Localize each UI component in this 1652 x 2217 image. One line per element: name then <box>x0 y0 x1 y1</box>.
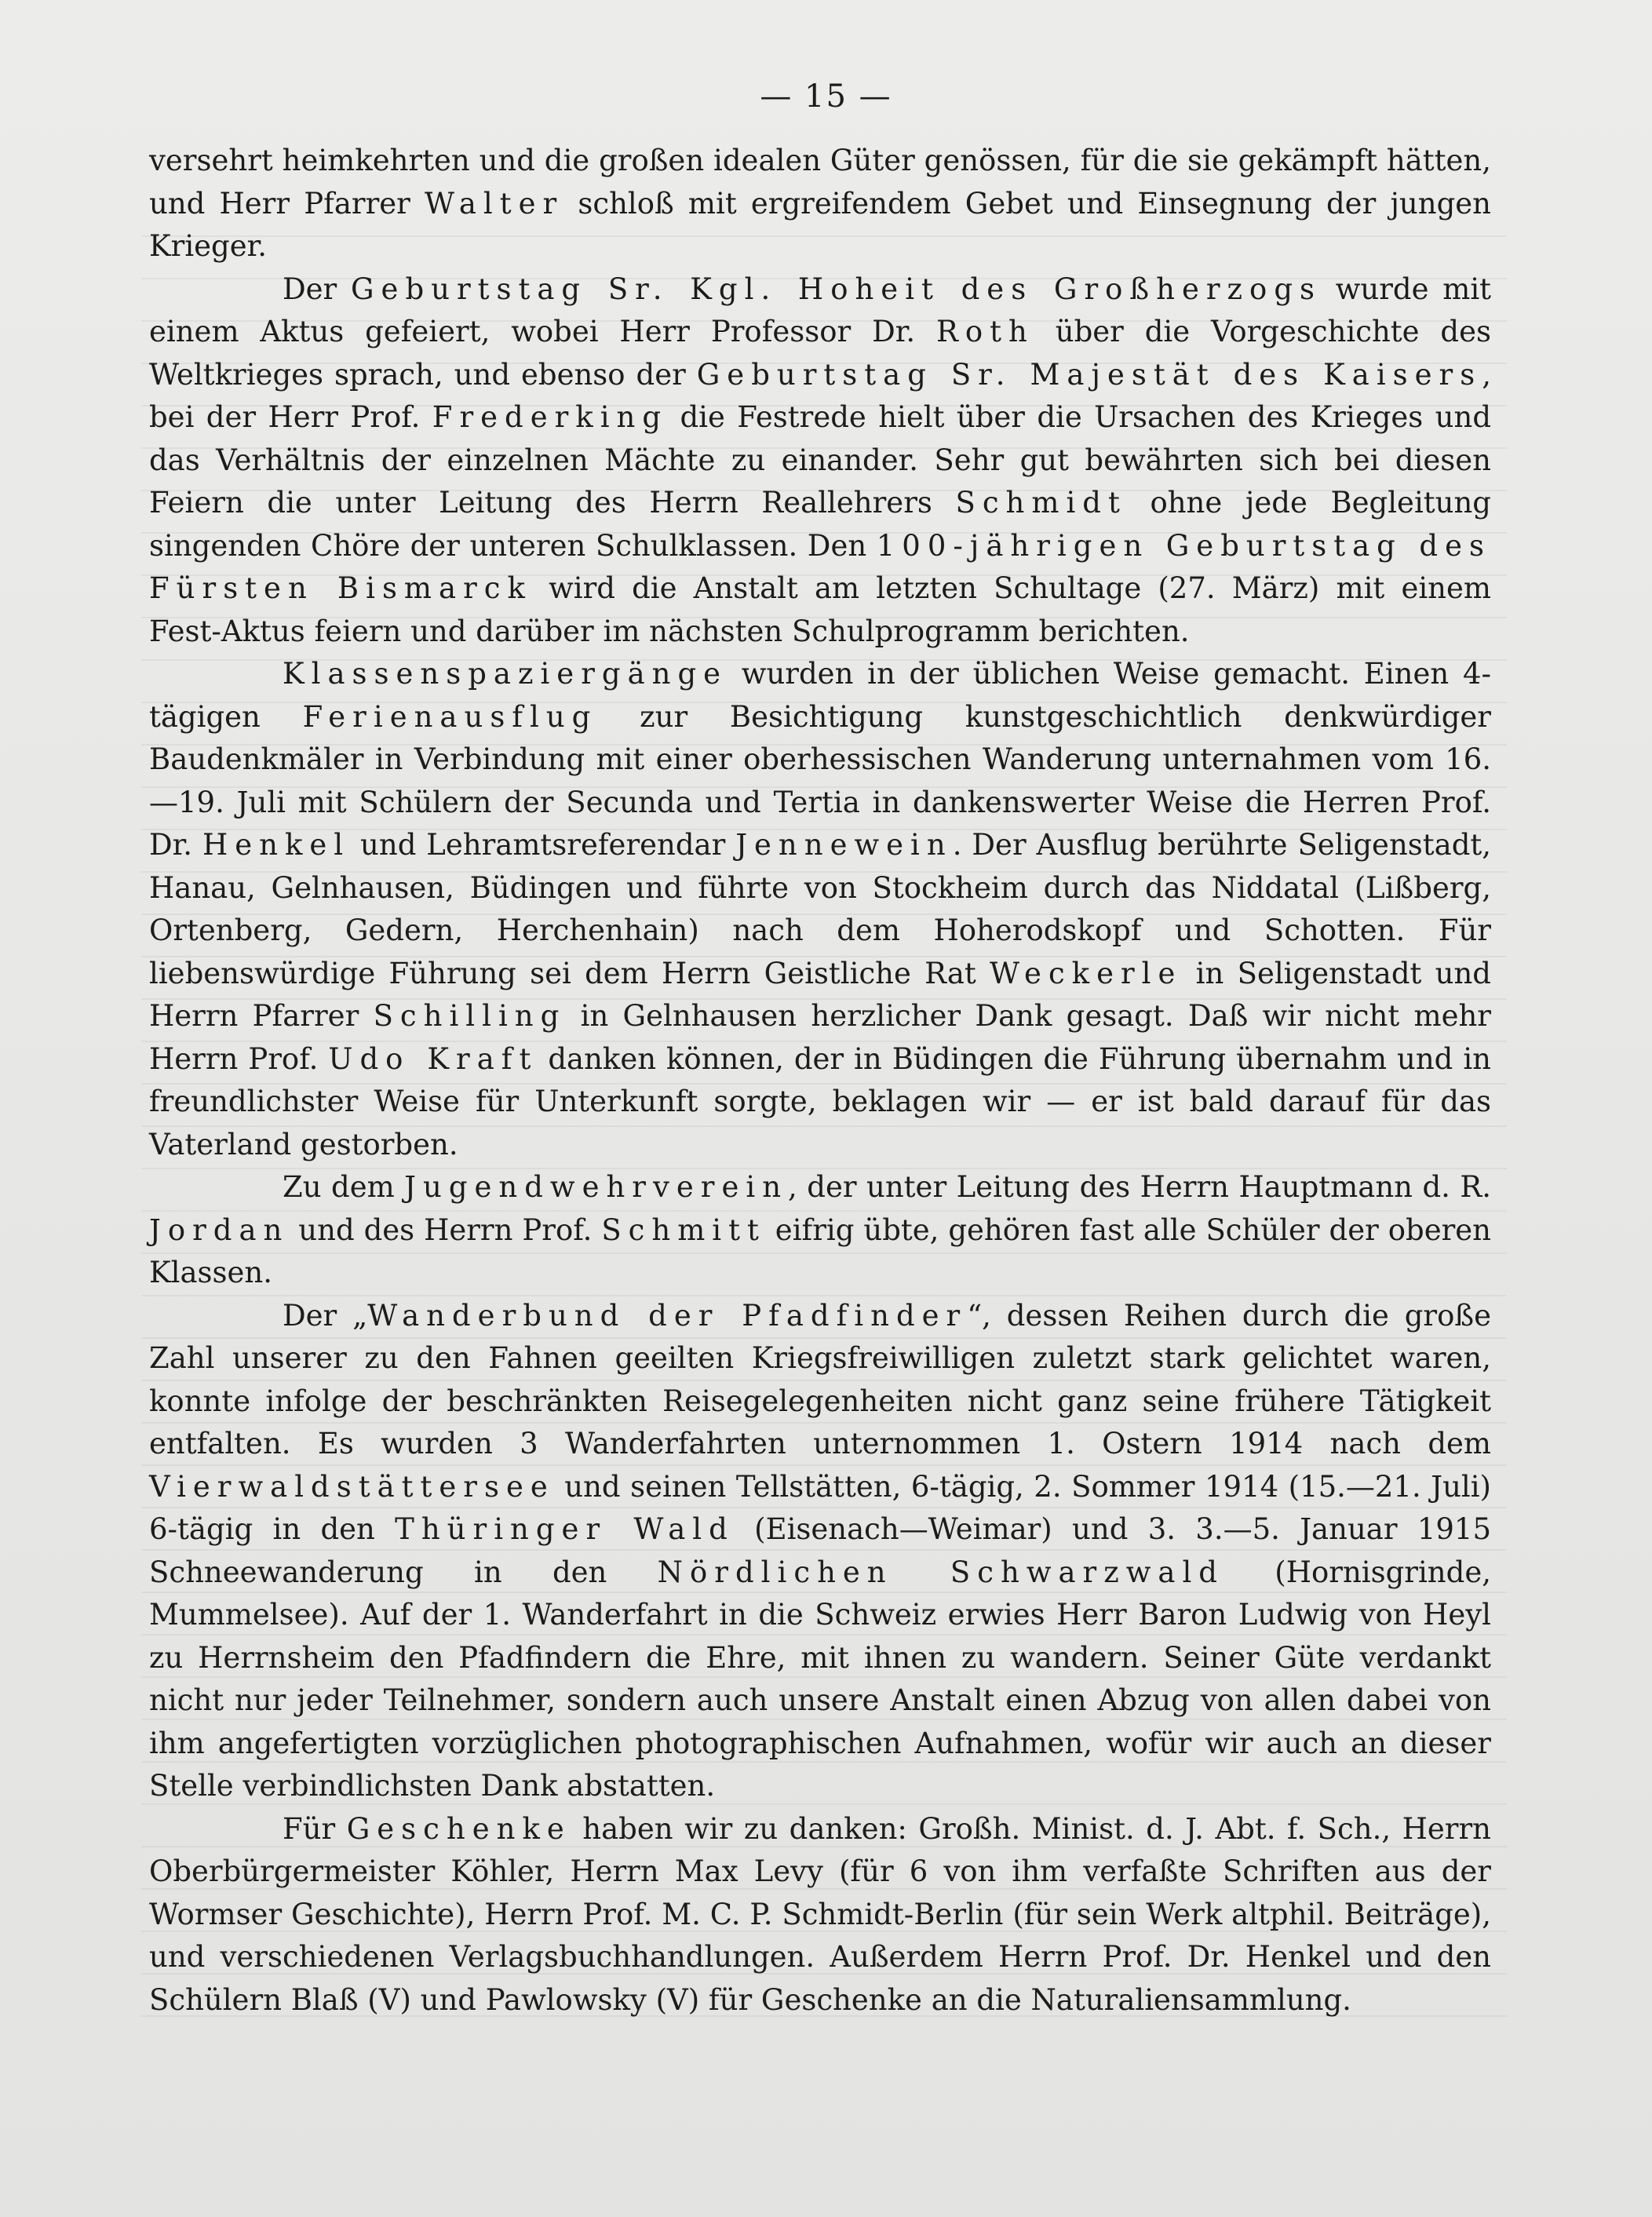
text-run: danken können, der in Büdingen die Führung übernahm und in freundlichster Weise für Unterkunft sorgte, beklagen wir — er ist bald darauf für das Vaterland gestorben. <box>149 1041 1491 1161</box>
text-run: und des Herrn Prof. <box>289 1212 602 1247</box>
spaced-emphasis: 100-jährigen Geburtstag des Fürsten Bismarck <box>149 528 1492 605</box>
text-run: eifrig übte, gehören fast alle Schüler der oberen Klassen. <box>149 1212 1491 1289</box>
text-run: in Seligenstadt und Herrn Pfarrer <box>149 956 1491 1033</box>
paragraph-1 <box>149 140 1491 268</box>
text-run: haben wir zu danken: Großh. Minist. d. J. Abt. f. Sch., Herrn Oberbürgermeister Köhler, Herrn Max Levy (für 6 von ihm verfaßte Schriften aus der Wormser Geschichte), Herrn Prof. M. C. P. Schmidt-Berlin (für sein Werk altphil. Beiträge), und verschiedenen Verlagsbuchhandlungen. Außerdem Herrn Prof. Dr. Henkel und den Schülern Blaß (V) und Pawlowsky (V) für Geschenke an die Naturaliensammlung. <box>149 1811 1491 2017</box>
spaced-emphasis: Klassenspaziergänge <box>283 657 728 691</box>
spaced-emphasis: Weckerle <box>990 956 1183 990</box>
text-run: Für <box>283 1811 347 1846</box>
spaced-emphasis: Nördlichen Schwarzwald <box>657 1555 1224 1589</box>
text-run: über die Vorgeschichte des Weltkrieges sprach, und ebenso der <box>149 315 1492 392</box>
text-run: und seinen Tellstätten, 6-tägig, 2. Sommer 1914 (15.—21. Juli) 6-tägig in den <box>149 1469 1491 1546</box>
paragraph-2 <box>149 268 1491 654</box>
spaced-emphasis: Roth <box>936 315 1034 348</box>
page-number: — 15 — <box>760 78 892 115</box>
paragraph-6 <box>149 1808 1491 2022</box>
text-run: schloß mit ergreifendem Gebet und Einsegnung der jungen Krieger. <box>149 186 1491 263</box>
text-run: und Lehramtsreferendar <box>350 828 736 862</box>
spaced-emphasis: Geburtstag Sr. Kgl. Hoheit des Großherzogs <box>350 272 1322 306</box>
text-run: (Hornisgrinde, Mummelsee). Auf der 1. Wanderfahrt in die Schweiz erwies Herr Baron Ludwig von Heyl zu Herrnsheim den Pfadfindern die Ehre, mit ihnen zu wandern. Seiner Güte verdankt nicht nur jeder Teilnehmer, sondern auch unsere Anstalt einen Abzug von allen dabei von ihm angefertigten vorzüglichen photographischen Aufnahmen, wofür wir auch an dieser Stelle verbindlichsten Dank abstatten. <box>149 1555 1491 1803</box>
text-run: , bei der Herr Prof. <box>149 357 1491 434</box>
text-run: ohne jede Begleitung singenden Chöre der unteren Schulklassen. Den <box>149 486 1491 563</box>
spaced-emphasis: Schmitt <box>601 1212 766 1247</box>
spaced-emphasis: Schmidt <box>955 486 1127 520</box>
text-run: in Gelnhausen herzlicher Dank gesagt. Daß wir nicht mehr Herrn Prof. <box>149 999 1491 1076</box>
text-run: Zu dem <box>283 1170 405 1204</box>
text-run: wird die Anstalt am letzten Schultage (27. März) mit einem Fest-Aktus feiern und darüber im nächsten Schulprogramm berichten. <box>149 571 1491 648</box>
spaced-emphasis: Henkel <box>202 828 351 862</box>
text-run: versehrt heimkehrten und die großen idealen Güter genössen, für die sie gekämpft hätten, und Herr Pfarrer <box>149 144 1491 221</box>
text-run: “, dessen Reihen durch die große Zahl unserer zu den Fahnen geeilten Kriegsfreiwilligen zuletzt stark gelichtet waren, konnte infolge der beschränkten Reisegelegenheiten nicht ganz seine frühere Tätigkeit entfalten. Es wurden 3 Wanderfahrten unternommen 1. Ostern 1914 nach dem <box>149 1298 1491 1460</box>
spaced-emphasis: Vierwaldstättersee <box>149 1469 555 1504</box>
spaced-emphasis: Jennewein <box>735 828 953 862</box>
text-run: . Der Ausflug berührte Seligenstadt, Hanau, Gelnhausen, Büdingen und führte von Stockheim durch das Niddatal (Lißberg, Ortenberg, Gedern, Herchenhain) nach dem Hoherodskopf und Schotten. Für liebenswürdige Führung sei dem Herrn Geistliche Rat <box>149 828 1492 990</box>
paragraph-4 <box>149 1166 1491 1295</box>
spaced-emphasis: Frederking <box>432 400 669 434</box>
text-run: Der „ <box>283 1298 368 1333</box>
spaced-emphasis: Udo Kraft <box>328 1041 538 1076</box>
spaced-emphasis: Geburtstag Sr. Majestät des Kaisers <box>696 357 1482 392</box>
spaced-emphasis: Schilling <box>373 999 567 1033</box>
text-run: , der unter Leitung des Herrn Hauptmann d. R. <box>788 1170 1491 1204</box>
body-text <box>149 140 1491 2022</box>
text-run: Der <box>283 272 351 306</box>
paragraph-5 <box>149 1295 1491 1808</box>
spaced-emphasis: Walter <box>425 186 564 221</box>
text-run: (Eisenach—Weimar) und 3. 3.—5. Januar 1915 Schneewanderung in den <box>149 1512 1491 1589</box>
spaced-emphasis: Ferienausflug <box>302 699 598 734</box>
spaced-emphasis: Jordan <box>149 1212 290 1247</box>
paragraph-3 <box>149 653 1491 1166</box>
text-run: die Festrede hielt über die Ursachen des Krieges und das Verhältnis der einzelnen Mächte zu einander. Sehr gut bewährten sich bei diesen Feiern die unter Leitung des Herrn Reallehrers <box>149 400 1492 520</box>
text-run: wurde mit einem Aktus gefeiert, wobei Herr Professor Dr. <box>149 272 1492 348</box>
spaced-emphasis: Geschenke <box>346 1811 571 1846</box>
spaced-emphasis: Wanderbund der Pfadfinder <box>367 1298 968 1333</box>
text-run: wurden in der üblichen Weise gemacht. Einen 4-tägigen <box>149 657 1491 734</box>
spaced-emphasis: Thüringer Wald <box>395 1512 735 1546</box>
text-run: zur Besichtigung kunstgeschichtlich denkwürdiger Baudenkmäler in Verbindung mit einer oberhessischen Wanderung unternahmen vom 16.—19. Juli mit Schülern der Secunda und Tertia in dankenswerter Weise die Herren Prof. Dr. <box>149 699 1491 862</box>
spaced-emphasis: Jugendwehrverein <box>404 1170 789 1204</box>
